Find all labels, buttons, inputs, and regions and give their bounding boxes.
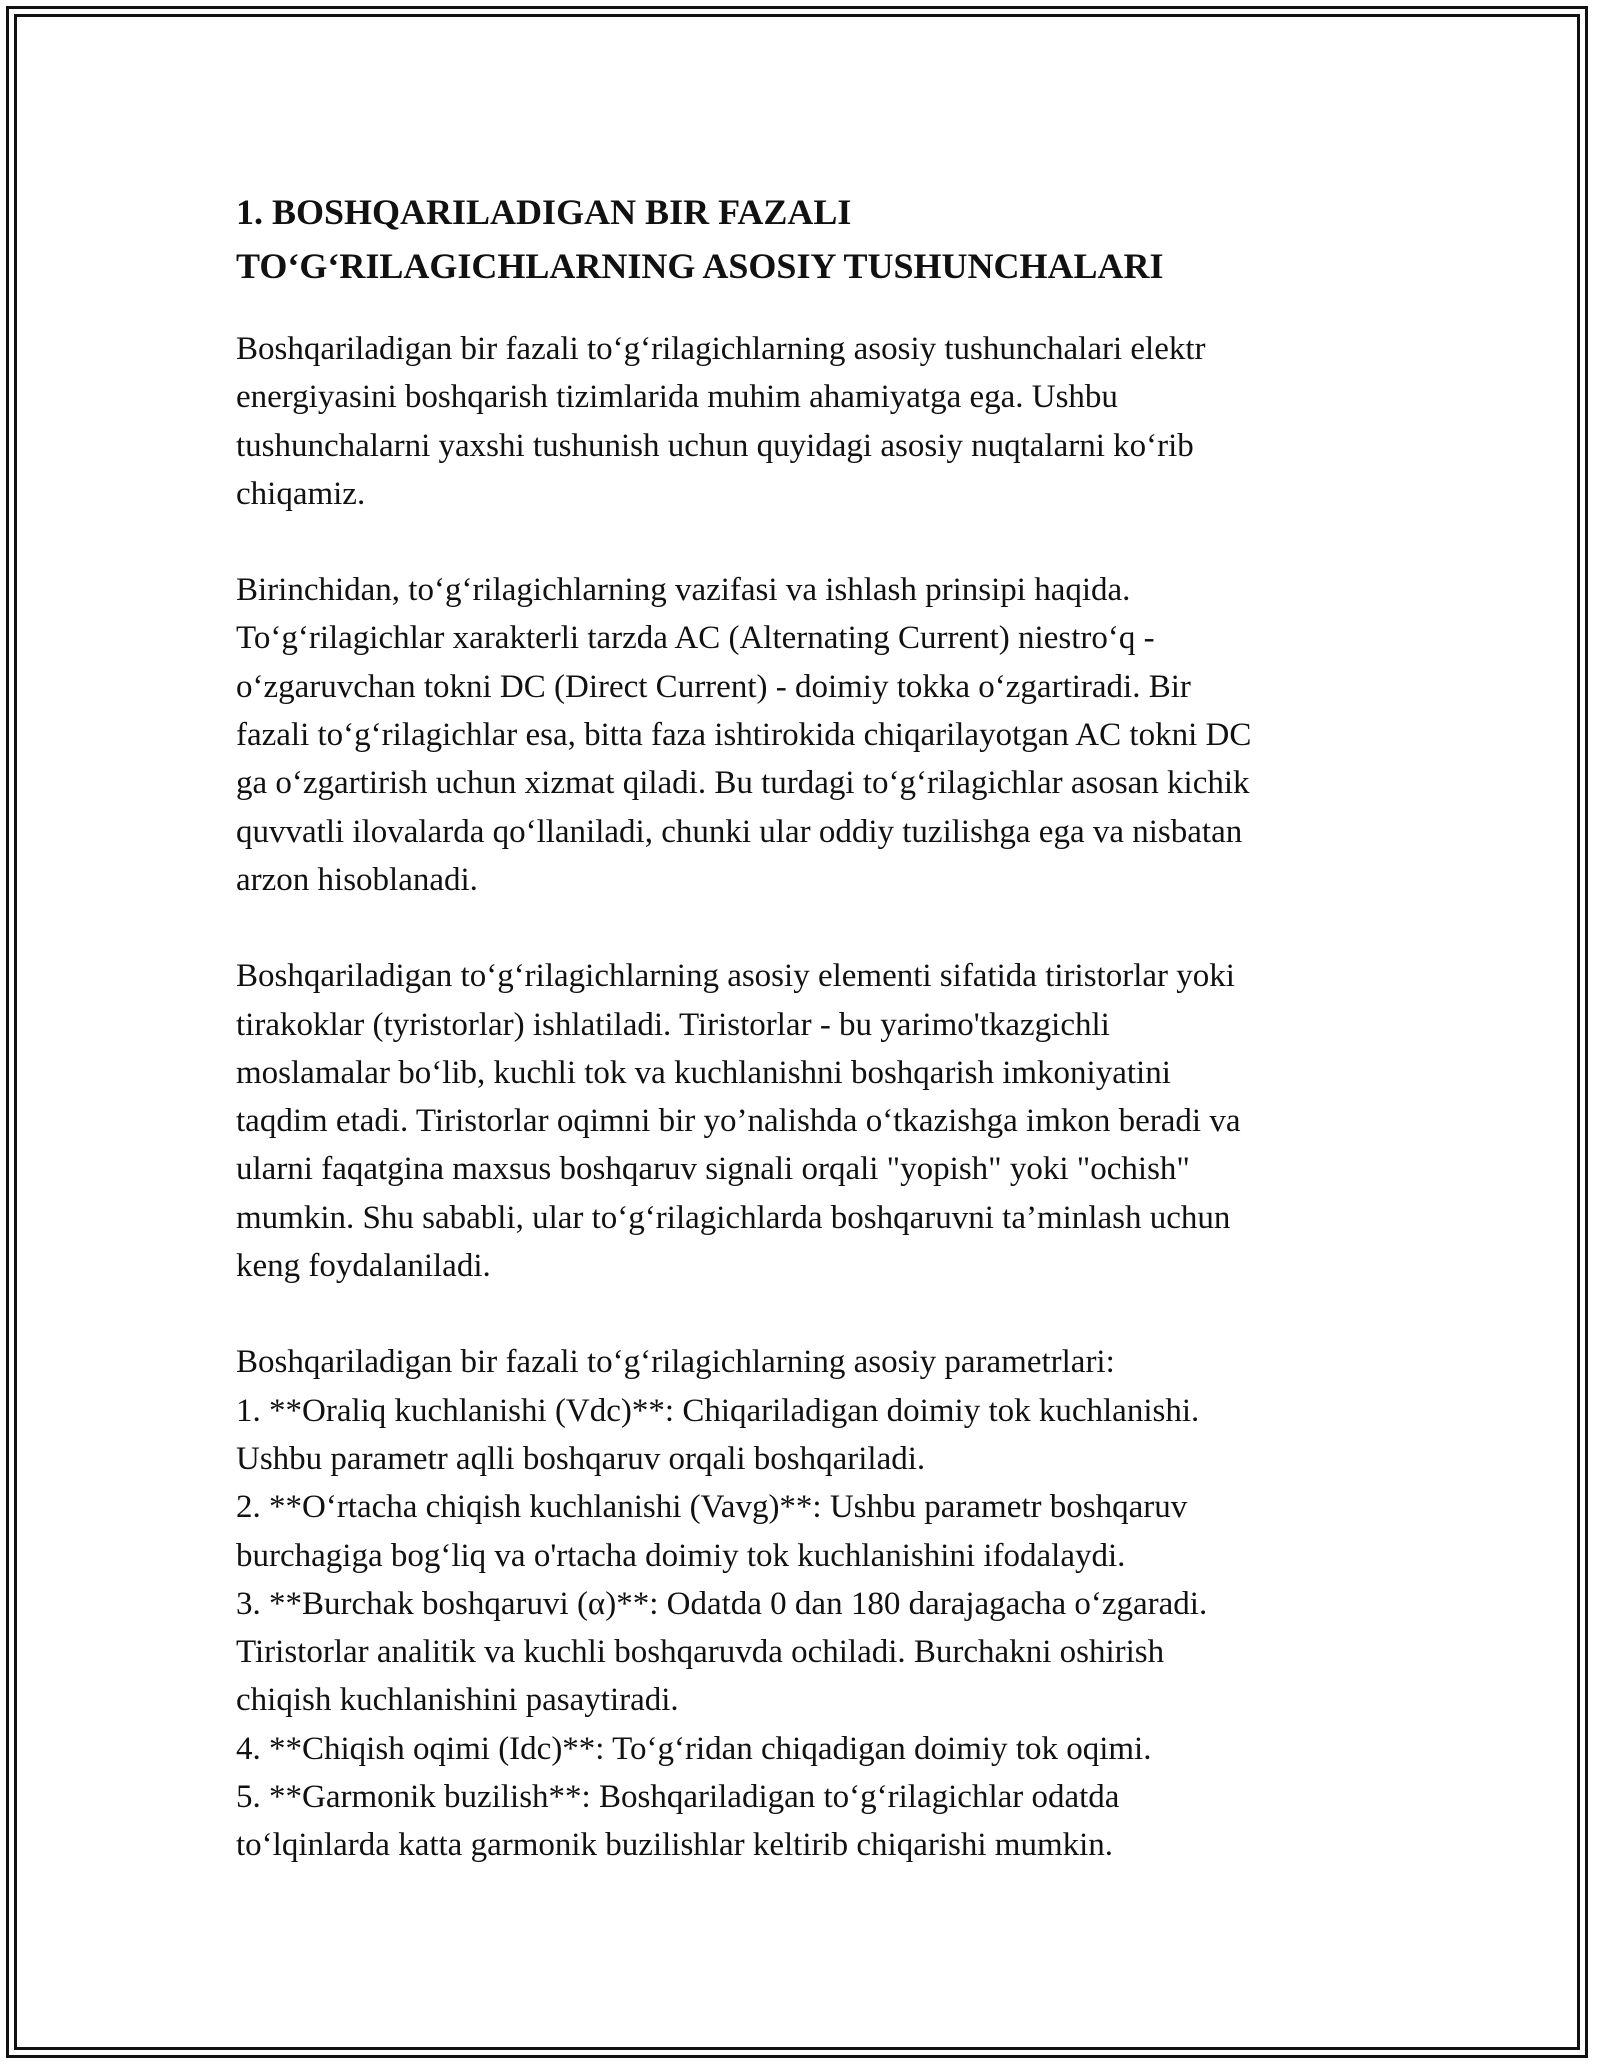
text-line: ularni faqatgina maxsus boshqaruv signali orqali "yopish" yoki "ochish" — [236, 1151, 1190, 1188]
list-item-line: Ushbu parametr aqlli boshqaruv orqali boshqariladi. — [236, 1440, 926, 1477]
list-item-line: chiqish kuchlanishini pasaytiradi. — [236, 1682, 679, 1719]
text-line: taqdim etadi. Tiristorlar oqimni bir yo’nalishda o‘tkazishga imkon beradi va — [236, 1103, 1241, 1140]
text-line: To‘g‘rilagichlar xarakterli tarzda AC (Alternating Current) niestro‘q - — [236, 620, 1155, 657]
text-line: Boshqariladigan to‘g‘rilagichlarning asosiy elementi sifatida tiristorlar yoki — [236, 958, 1235, 995]
paragraph-thyristors — [236, 952, 1376, 1290]
document-body — [236, 185, 1376, 1918]
text-line: tushunchalarni yaxshi tushunish uchun quyidagi asosiy nuqtalarni ko‘rib — [236, 427, 1194, 464]
text-line: chiqamiz. — [236, 475, 366, 512]
list-item-line: to‘lqinlarda katta garmonik buzilishlar keltirib chiqarishi mumkin. — [236, 1827, 1114, 1864]
text-line: ga o‘zgartirish uchun xizmat qiladi. Bu turdagi to‘g‘rilagichlar asosan kichik — [236, 765, 1250, 802]
list-item-line: 4. **Chiqish oqimi (Idc)**: To‘g‘ridan chiqadigan doimiy tok oqimi. — [236, 1730, 1152, 1767]
list-item-line: 5. **Garmonik buzilish**: Boshqariladigan to‘g‘rilagichlar odatda — [236, 1779, 1120, 1816]
text-line: energiyasini boshqarish tizimlarida muhim ahamiyatga ega. Ushbu — [236, 379, 1118, 416]
list-item-line: 2. **O‘rtacha chiqish kuchlanishi (Vavg)**: Ushbu parametr boshqaruv — [236, 1489, 1188, 1526]
heading-line: TO‘G‘RILAGICHLARNING ASOSIY TUSHUNCHALARI — [236, 246, 1164, 286]
text-line: Boshqariladigan bir fazali to‘g‘rilagichlarning asosiy tushunchalari elektr — [236, 331, 1206, 367]
text-line: moslamalar bo‘lib, kuchli tok va kuchlanishni boshqarish imkoniyatini — [236, 1054, 1171, 1091]
text-line: mumkin. Shu sababli, ular to‘g‘rilagichlarda boshqaruvni ta’minlash uchun — [236, 1199, 1231, 1236]
paragraph-principle — [236, 566, 1376, 904]
text-line: arzon hisoblanadi. — [236, 861, 478, 898]
text-line: tirakoklar (tyristorlar) ishlatiladi. Tiristorlar - bu yarimo'tkazgichli — [236, 1006, 1110, 1043]
list-item-line: burchagiga bog‘liq va o'rtacha doimiy tok kuchlanishini ifodalaydi. — [236, 1537, 1126, 1574]
paragraph-parameters — [236, 1338, 1376, 1869]
text-line: o‘zgaruvchan tokni DC (Direct Current) - doimiy tokka o‘zgartiradi. Bir — [236, 668, 1191, 705]
text-line: fazali to‘g‘rilagichlar esa, bitta faza ishtirokida chiqarilayotgan AC tokni DC — [236, 717, 1252, 754]
paragraph-intro — [236, 325, 1376, 518]
list-item-line: Tiristorlar analitik va kuchli boshqaruvda ochiladi. Burchakni oshirish — [236, 1634, 1165, 1671]
text-line: keng foydalaniladi. — [236, 1248, 491, 1285]
heading-line: 1. BOSHQARILADIGAN BIR FAZALI — [236, 192, 852, 232]
list-item-line: 1. **Oraliq kuchlanishi (Vdc)**: Chiqariladigan doimiy tok kuchlanishi. — [236, 1392, 1200, 1429]
section-heading — [236, 185, 1376, 293]
text-line: Boshqariladigan bir fazali to‘g‘rilagichlarning asosiy parametrlari: — [236, 1344, 1115, 1381]
text-line: quvvatli ilovalarda qo‘llaniladi, chunki ular oddiy tuzilishga ega va nisbatan — [236, 813, 1243, 850]
text-line: Birinchidan, to‘g‘rilagichlarning vazifasi va ishlash prinsipi haqida. — [236, 572, 1131, 609]
list-item-line: 3. **Burchak boshqaruvi (α)**: Odatda 0 dan 180 darajagacha o‘zgaradi. — [236, 1585, 1208, 1622]
